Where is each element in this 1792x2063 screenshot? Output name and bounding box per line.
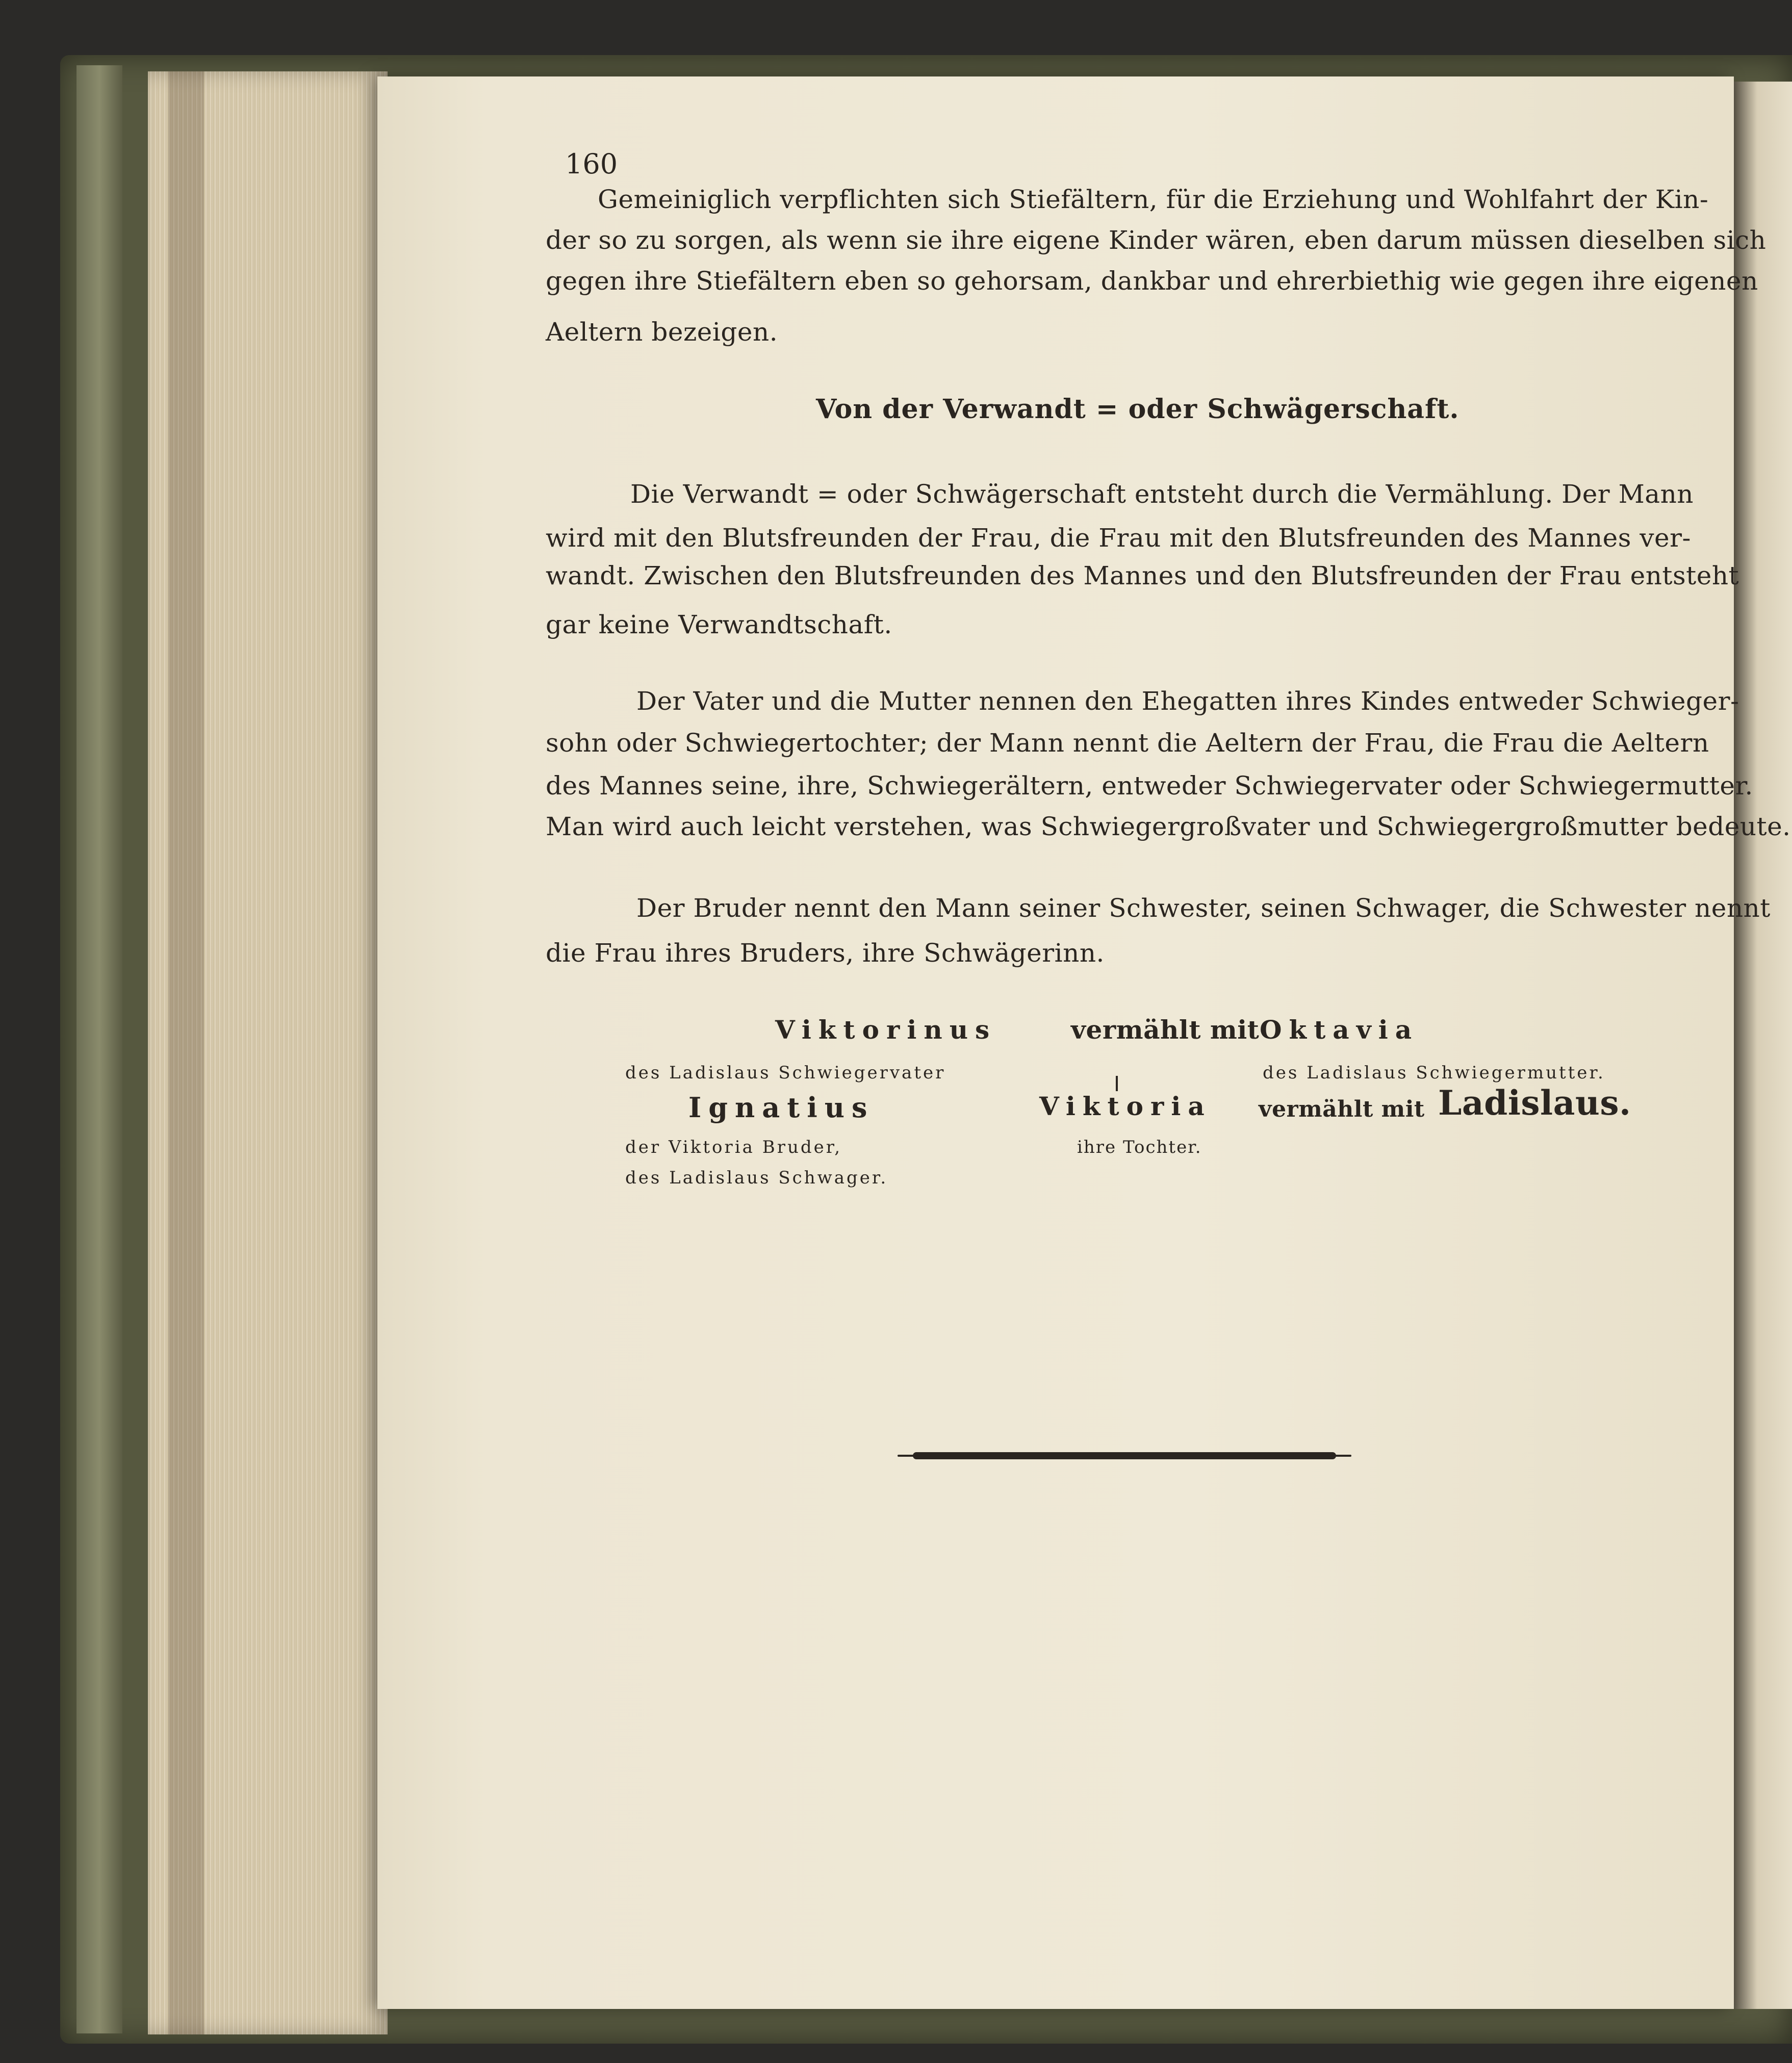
paragraph3-line-2: sohn oder Schwiegertochter; der Mann nennt die Aeltern der Frau, die Frau die Aeltern — [546, 728, 1709, 758]
paragraph1-line-2: der so zu sorgen, als wenn sie ihre eigene Kinder wären, eben darum müssen dieselben sich — [546, 225, 1767, 255]
tree-ladislaus: Ladislaus. — [1438, 1083, 1631, 1123]
tree-oktavia: Oktavia — [1260, 1015, 1419, 1045]
paragraph4-line-1: Der Bruder nennt den Mann seiner Schwester, seinen Schwager, die Schwester nennt — [636, 893, 1771, 923]
paragraph2-line-3: wandt. Zwischen den Blutsfreunden des Mannes und den Blutsfreunden der Frau entsteht — [546, 561, 1739, 590]
paragraph1-line-4: Aeltern bezeigen. — [546, 317, 778, 347]
paragraph2-line-4: gar keine Verwandtschaft. — [546, 610, 892, 639]
closing-rule — [913, 1452, 1336, 1459]
facing-page-edge — [1734, 82, 1792, 2009]
page-stack-shadow — [168, 71, 204, 2034]
tree-viktoria: Viktoria — [1039, 1091, 1212, 1121]
tree-ignatius-role-2: des Ladislaus Schwager. — [625, 1168, 888, 1188]
paragraph3-line-1: Der Vater und die Mutter nennen den Ehegatten ihres Kindes entweder Schwieger- — [636, 686, 1739, 716]
paragraph4-line-2: die Frau ihres Bruders, ihre Schwägerinn. — [546, 938, 1105, 968]
tree-ignatius: Ignatius — [688, 1091, 875, 1124]
tree-connector — [1116, 1076, 1118, 1091]
section-heading: Von der Verwandt = oder Schwägerschaft. — [816, 394, 1460, 425]
paragraph2-line-2: wird mit den Blutsfreunden der Frau, die Frau mit den Blutsfreunden des Mannes ver- — [546, 523, 1691, 553]
tree-vermaehlt-mit-1: vermählt mit — [1071, 1015, 1260, 1045]
paragraph1-line-3: gegen ihre Stiefältern eben so gehorsam, dankbar und ehrerbiethig wie gegen ihre eigenen — [546, 266, 1758, 296]
book-page — [377, 76, 1734, 2009]
paragraph1-line-1: Gemeiniglich verpflichten sich Stiefältern, für die Erziehung und Wohlfahrt der Kin- — [598, 185, 1709, 214]
book-spine-edge — [76, 65, 122, 2033]
tree-vermaehlt-mit-2: vermählt mit — [1259, 1096, 1425, 1122]
paragraph2-line-1: Die Verwandt = oder Schwägerschaft entsteht durch die Vermählung. Der Mann — [630, 479, 1694, 509]
tree-ignatius-role-1: der Viktoria Bruder, — [625, 1137, 842, 1157]
tree-viktorinus-role: des Ladislaus Schwiegervater — [625, 1063, 946, 1083]
page-number: 160 — [565, 148, 618, 180]
paragraph3-line-4: Man wird auch leicht verstehen, was Schwiegergroßvater und Schwiegergroßmutter bedeute. — [546, 812, 1791, 841]
tree-oktavia-role: des Ladislaus Schwiegermutter. — [1263, 1063, 1605, 1083]
paragraph3-line-3: des Mannes seine, ihre, Schwiegerältern, entweder Schwiegervater oder Schwiegermutter. — [546, 771, 1753, 801]
tree-viktoria-role: ihre Tochter. — [1077, 1137, 1202, 1157]
tree-viktorinus: Viktorinus — [775, 1015, 997, 1045]
